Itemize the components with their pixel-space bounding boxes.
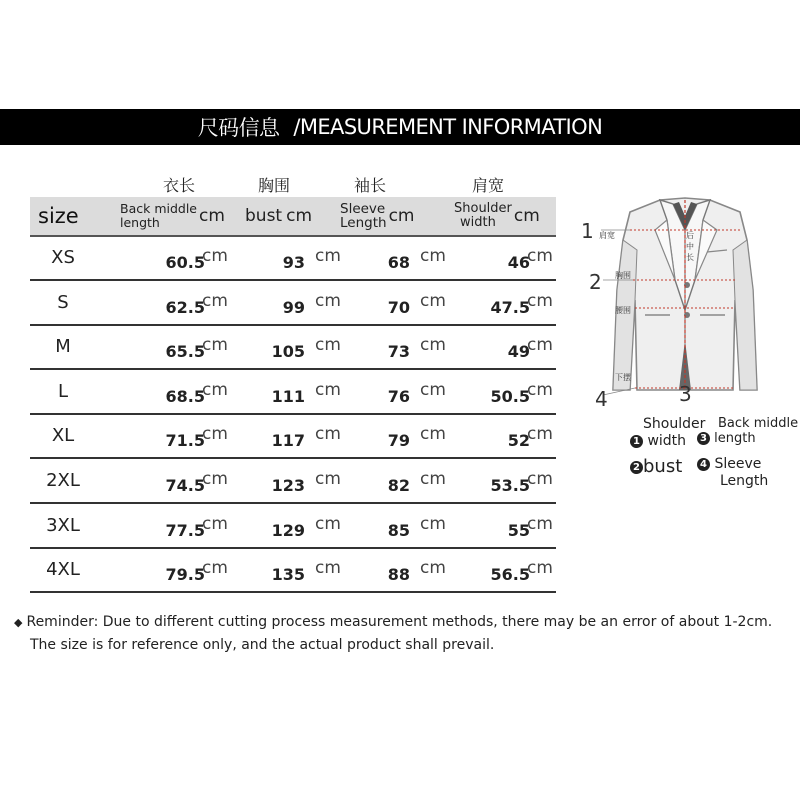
cell-unit: cm <box>527 379 553 400</box>
cell-value: 79.5 <box>165 565 205 585</box>
cell-value: 129 <box>271 520 305 540</box>
legend-circle-1: 1 <box>630 435 643 448</box>
col-cn-shoulder: 肩宽 <box>472 176 505 195</box>
cell-unit: cm <box>527 513 553 534</box>
table-row <box>30 282 556 326</box>
table-row <box>30 326 556 370</box>
legend-circle-3: 3 <box>697 432 710 445</box>
cell-unit: cm <box>315 469 341 489</box>
cell-value: 71.5 <box>165 431 205 451</box>
legend-shoulder: 1 width <box>630 433 686 449</box>
cell-value: 123 <box>271 476 305 495</box>
legend-bust: 2 bust <box>630 456 682 477</box>
cell-unit: cm <box>527 558 553 579</box>
cell-value: 50.5 <box>490 386 530 406</box>
cell-unit: cm <box>202 424 228 445</box>
col-cn-back: 衣长 <box>163 176 196 195</box>
cell-value: 135 <box>271 565 305 585</box>
cell-value: 82 <box>387 476 410 495</box>
reminder-note <box>14 611 772 656</box>
marker-1: 1 <box>581 219 594 243</box>
jacket-diagram <box>575 190 800 420</box>
cell-value: 60.5 <box>165 253 205 272</box>
cell-unit: cm <box>315 558 341 579</box>
cell-unit: cm <box>420 246 446 266</box>
size-label: XS <box>51 247 75 268</box>
table-row <box>30 505 556 549</box>
cell-value: 56.5 <box>490 565 530 585</box>
legend-sleeve-2: Length <box>720 473 769 489</box>
cell-unit: cm <box>202 469 228 489</box>
col-cn-bust: 胸围 <box>258 176 291 195</box>
legend-circle-4: 4 <box>697 458 710 471</box>
cell-unit: cm <box>315 246 341 266</box>
tag-back-2: 中 <box>686 242 694 251</box>
cell-value: 47.5 <box>490 297 530 317</box>
title-en: /MEASUREMENT INFORMATION <box>293 115 603 139</box>
cell-unit: cm <box>420 558 446 579</box>
size-label: L <box>57 380 69 402</box>
header-shoulder: Shoulder width cm <box>454 201 540 230</box>
cell-unit: cm <box>527 246 553 266</box>
cell-unit: cm <box>202 246 228 266</box>
cell-shoulder <box>30 549 530 593</box>
table-row <box>30 415 556 459</box>
cell-shoulder <box>30 326 530 370</box>
reminder-line-1: Reminder: Due to different cutting process measurement methods, there may be an error of about 1-2cm. <box>26 614 773 630</box>
row-divider <box>30 591 556 593</box>
cell-value: 85 <box>387 520 410 540</box>
cell-unit: cm <box>202 379 228 400</box>
size-label: S <box>57 291 69 313</box>
cell-unit: cm <box>420 424 446 445</box>
header-back-length: Back middle length cm <box>120 201 225 230</box>
cell-value: 117 <box>271 431 305 451</box>
tag-back-1: 后 <box>686 231 694 240</box>
tag-shoulder: 肩宽 <box>599 231 615 240</box>
cell-value: 88 <box>387 565 410 585</box>
table-header <box>30 197 556 237</box>
cell-unit: cm <box>202 558 228 579</box>
cell-value: 77.5 <box>165 520 205 540</box>
marker-3: 3 <box>679 382 692 406</box>
cell-value: 105 <box>271 342 305 362</box>
legend-sleeve: 4 Sleeve <box>697 456 761 472</box>
tag-back-3: 长 <box>686 253 694 262</box>
tag-hem: 下摆 <box>615 373 631 382</box>
legend-circle-2: 2 <box>630 461 643 474</box>
size-label: 2XL <box>46 470 80 491</box>
cell-unit: cm <box>420 469 446 489</box>
cell-unit: cm <box>527 335 553 356</box>
cell-value: 74.5 <box>165 476 205 495</box>
cell-value: 62.5 <box>165 297 205 317</box>
cell-unit: cm <box>420 513 446 534</box>
table-row <box>30 460 556 504</box>
cell-unit: cm <box>315 379 341 400</box>
cell-shoulder <box>30 282 530 326</box>
cell-value: 70 <box>387 297 410 317</box>
legend-back: 3 length <box>697 431 756 446</box>
cell-value: 111 <box>271 386 305 406</box>
title-cn: 尺码信息 <box>197 116 280 140</box>
cell-unit: cm <box>315 290 341 311</box>
marker-2: 2 <box>589 270 602 294</box>
size-label: 3XL <box>46 514 80 536</box>
header-size: size <box>38 204 79 228</box>
col-cn-sleeve: 袖长 <box>354 176 387 195</box>
cell-unit: cm <box>202 335 228 356</box>
cell-value: 68 <box>387 253 410 272</box>
cell-shoulder <box>30 415 530 459</box>
size-label: 4XL <box>46 559 80 581</box>
cell-value: 93 <box>282 253 305 272</box>
cell-value: 76 <box>387 386 410 406</box>
table-row <box>30 549 556 593</box>
size-label: XL <box>51 425 75 447</box>
cell-shoulder <box>30 505 530 549</box>
cell-unit: cm <box>315 424 341 445</box>
cell-value: 99 <box>282 297 305 317</box>
cell-unit: cm <box>420 290 446 311</box>
cell-value: 53.5 <box>490 476 530 495</box>
size-label: M <box>55 336 71 358</box>
cell-unit: cm <box>527 290 553 311</box>
cell-shoulder <box>30 237 530 281</box>
cell-value: 73 <box>387 342 410 362</box>
cell-value: 52 <box>507 431 530 451</box>
tag-waist: 腰围 <box>615 306 631 315</box>
cell-value: 49 <box>507 342 530 362</box>
marker-4: 4 <box>595 387 608 411</box>
cell-unit: cm <box>420 379 446 400</box>
table-row <box>30 371 556 415</box>
tag-chest: 胸围 <box>615 271 631 280</box>
cell-unit: cm <box>315 513 341 534</box>
cell-unit: cm <box>202 290 228 311</box>
title-banner <box>0 109 800 145</box>
legend-back-1: Back middle <box>718 416 799 431</box>
cell-unit: cm <box>527 469 553 489</box>
cell-unit: cm <box>420 335 446 356</box>
cell-value: 79 <box>387 431 410 451</box>
reminder-line-2: The size is for reference only, and the actual product shall prevail. <box>30 637 495 653</box>
cell-value: 55 <box>507 520 530 540</box>
diamond-bullet-icon: ◆ <box>14 616 23 629</box>
cell-unit: cm <box>202 513 228 534</box>
cell-unit: cm <box>315 335 341 356</box>
cell-shoulder <box>30 371 530 415</box>
cell-value: 65.5 <box>165 342 205 362</box>
cell-shoulder <box>30 460 530 504</box>
cell-value: 68.5 <box>165 386 205 406</box>
header-bust: bust cm <box>245 206 313 226</box>
cell-unit: cm <box>527 424 553 445</box>
legend-shoulder-1: Shoulder <box>643 416 706 432</box>
cell-value: 46 <box>507 253 530 272</box>
header-sleeve: Sleeve Length cm <box>340 201 415 231</box>
table-row <box>30 237 556 281</box>
